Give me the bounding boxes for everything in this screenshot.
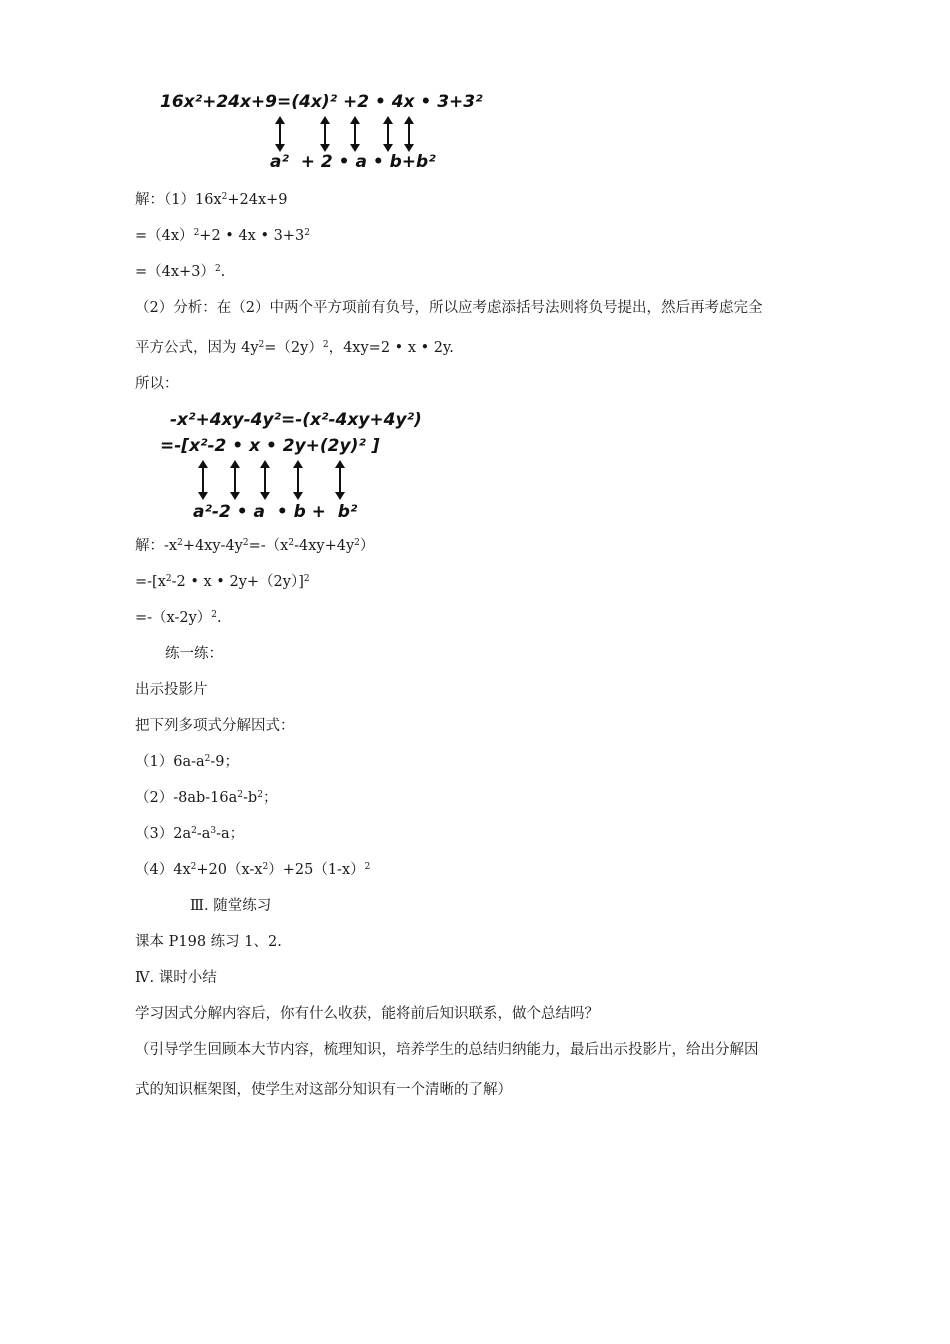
figure1-bottom-formula: a² + 2 • a • b+b²: [270, 152, 436, 172]
figure-perfect-square-1: [160, 92, 483, 177]
exercise-1: $(1)6a-a^2-9$；: [135, 754, 239, 770]
double-arrow-icon: [383, 116, 393, 152]
figure1-top-expression: 16x²+24x+9=(4x)² +2 • 4x • 3+3²: [160, 92, 483, 112]
summary-question: 学习因式分解内容后，你有什么收获，能将前后知识联系，做个总结吗？: [135, 1006, 599, 1022]
solution-1-line-2: $=(4x)^2+2$ • 4x • $3+3^2$: [135, 228, 310, 244]
figure2-line-1: -x²+4xy-4y²=-(x²-4xy+4y²): [170, 410, 422, 430]
figure-perfect-square-2: [160, 410, 440, 525]
show-slide-text: 出示投影片: [135, 682, 208, 698]
solution-1-line-1: 解：$(1)16x^2+24x+9$: [135, 192, 288, 208]
solution-2-line-3: $=-(x-2y)^2$.: [135, 610, 222, 626]
double-arrow-icon: [350, 116, 360, 152]
double-arrow-icon: [198, 460, 208, 500]
analysis-2-line-1: （2）分析：在（2）中两个平方项前有负号，所以应考虑添括号法则将负号提出，然后再考虑完全: [135, 300, 763, 316]
textbook-exercise: 课本 P198 练习 1、2.: [135, 934, 282, 950]
practice-heading: 练一练：: [165, 646, 223, 662]
double-arrow-icon: [320, 116, 330, 152]
double-arrow-icon: [404, 116, 414, 152]
exercise-4: $(4)4x^2+20(x-x^2)+25(1-x)^2$: [135, 862, 371, 878]
guidance-line-1: （引导学生回顾本大节内容，梳理知识，培养学生的总结归纳能力，最后出示投影片，给出分解因: [135, 1042, 759, 1058]
suoyi-label: 所以：: [135, 376, 179, 392]
analysis-2-line-2: 平方公式，因为 $4y^2=(2y)^2$，4xy=2 • x • 2y.: [135, 340, 454, 356]
factor-instruction: 把下列多项式分解因式：: [135, 718, 295, 734]
guidance-line-2: 式的知识框架图，使学生对这部分知识有一个清晰的了解）: [135, 1082, 512, 1098]
exercise-3: $(3)2a^2-a^3-a$；: [135, 826, 245, 842]
section-4-heading: Ⅳ. 课时小结: [135, 970, 217, 986]
solution-1-line-3: $=(4x+3)^2$.: [135, 264, 226, 280]
solution-2-line-1: 解：$-x^2+4xy-4y^2=-(x^2-4xy+4y^2)$: [135, 538, 375, 554]
double-arrow-icon: [293, 460, 303, 500]
section-3-heading: Ⅲ. 随堂练习: [190, 898, 272, 914]
double-arrow-icon: [230, 460, 240, 500]
double-arrow-icon: [335, 460, 345, 500]
exercise-2: $(2)-8ab-16a^2-b^2$；: [135, 790, 278, 806]
double-arrow-icon: [275, 116, 285, 152]
solution-2-line-2: $=-[x^2-2$ • x • 2y+（2y）]$^2$: [135, 574, 310, 590]
double-arrow-icon: [260, 460, 270, 500]
figure2-bottom-formula: a²-2 • a • b + b²: [193, 502, 358, 522]
figure2-line-2: =-[x²-2 • x • 2y+(2y)² ]: [160, 436, 380, 456]
